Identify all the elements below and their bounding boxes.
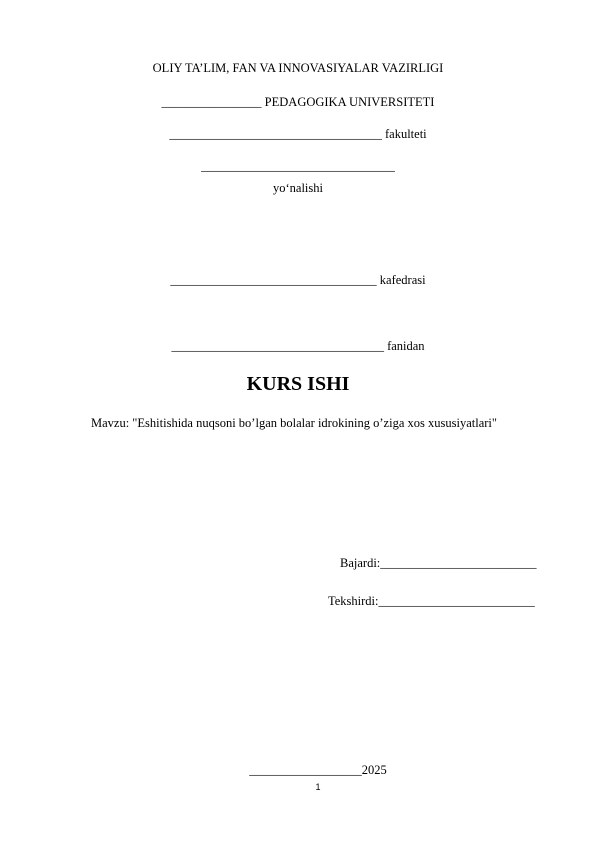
department-line: _________________________________ kafedrasi: [170, 273, 426, 287]
direction-blank-line: _______________________________: [201, 159, 395, 173]
faculty-line: __________________________________ fakulteti: [169, 127, 427, 141]
document-title: KURS ISHI: [246, 373, 350, 395]
subject-line: __________________________________ fanidan: [171, 339, 425, 353]
ministry-line: OLIY TA’LIM, FAN VA INNOVASIYALAR VAZIRLIGI: [152, 61, 444, 75]
university-line: ________________ PEDAGOGIKA UNIVERSITETI: [161, 95, 435, 109]
topic-line: Mavzu: "Eshitishida nuqsoni bo’lgan bolalar idrokining o’ziga xos xususiyatlari": [91, 416, 497, 430]
checked-by-line: Tekshirdi:_________________________: [328, 594, 535, 608]
year-line: __________________2025: [249, 763, 387, 777]
page-number: 1: [315, 782, 321, 792]
performed-by-line: Bajardi:_________________________: [340, 556, 537, 570]
direction-label: yo‘nalishi: [273, 181, 323, 195]
